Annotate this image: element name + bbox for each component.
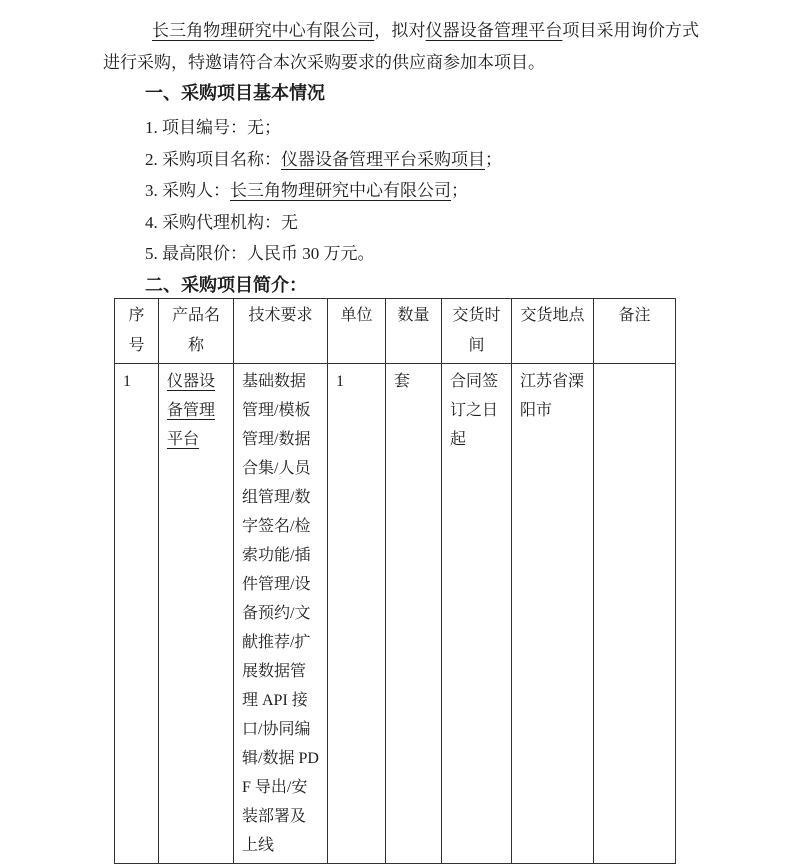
list-item-price-limit: 5. 最高限价：人民币 30 万元。: [145, 244, 375, 263]
cell-unit: 1: [328, 363, 386, 863]
cell-quantity: 套: [386, 363, 442, 863]
header-seq: 序号: [115, 298, 159, 363]
list-item-purchaser: 3. 采购人：长三角物理研究中心有限公司；: [145, 181, 468, 200]
header-product-name: 产品名称: [159, 298, 234, 363]
list-item-project-number: 1. 项目编号：无；: [145, 118, 281, 137]
section1-heading: 一、采购项目基本情况: [145, 83, 325, 103]
intro-text-rest: 项目采用询价方式进行采购，特邀请符合本次采购要求的供应商参加本项目。: [103, 21, 700, 72]
list-item-project-name: 2. 采购项目名称：仪器设备管理平台采购项目；: [145, 149, 502, 169]
intro-paragraph: [103, 15, 699, 79]
cell-delivery-place: 江苏省溧阳市: [512, 363, 594, 863]
table-header-row: [115, 298, 676, 363]
section2-heading: 二、采购项目简介：: [145, 274, 307, 295]
cell-seq: 1: [115, 363, 159, 863]
cell-product-name: 仪器设备管理平台: [159, 363, 234, 863]
platform-name-underline: 仪器设备管理平台: [425, 21, 563, 40]
basic-info-list: [145, 112, 699, 270]
header-quantity: 数量: [386, 298, 442, 363]
header-remark: 备注: [594, 298, 676, 363]
procurement-table: [114, 298, 676, 864]
header-tech-req: 技术要求: [234, 298, 328, 363]
list-item-agency: 4. 采购代理机构：无: [145, 212, 298, 232]
header-delivery-place: 交货地点: [512, 298, 594, 363]
header-delivery-time: 交货时间: [442, 298, 512, 363]
intro-text: ，拟对: [374, 21, 426, 40]
cell-delivery-time: 合同签订之日起: [442, 363, 512, 863]
cell-tech-req: 基础数据管理/模板管理/数据合集/人员组管理/数字签名/检索功能/插件管理/设备预约/文献推荐/扩展数据管理 API 接口/协同编辑/数据 PDF 导出/安装部署及上线: [234, 363, 328, 863]
table-row: [115, 363, 676, 863]
header-unit: 单位: [328, 298, 386, 363]
cell-remark: [594, 363, 676, 863]
company-name-underline: 长三角物理研究中心有限公司: [152, 21, 375, 40]
